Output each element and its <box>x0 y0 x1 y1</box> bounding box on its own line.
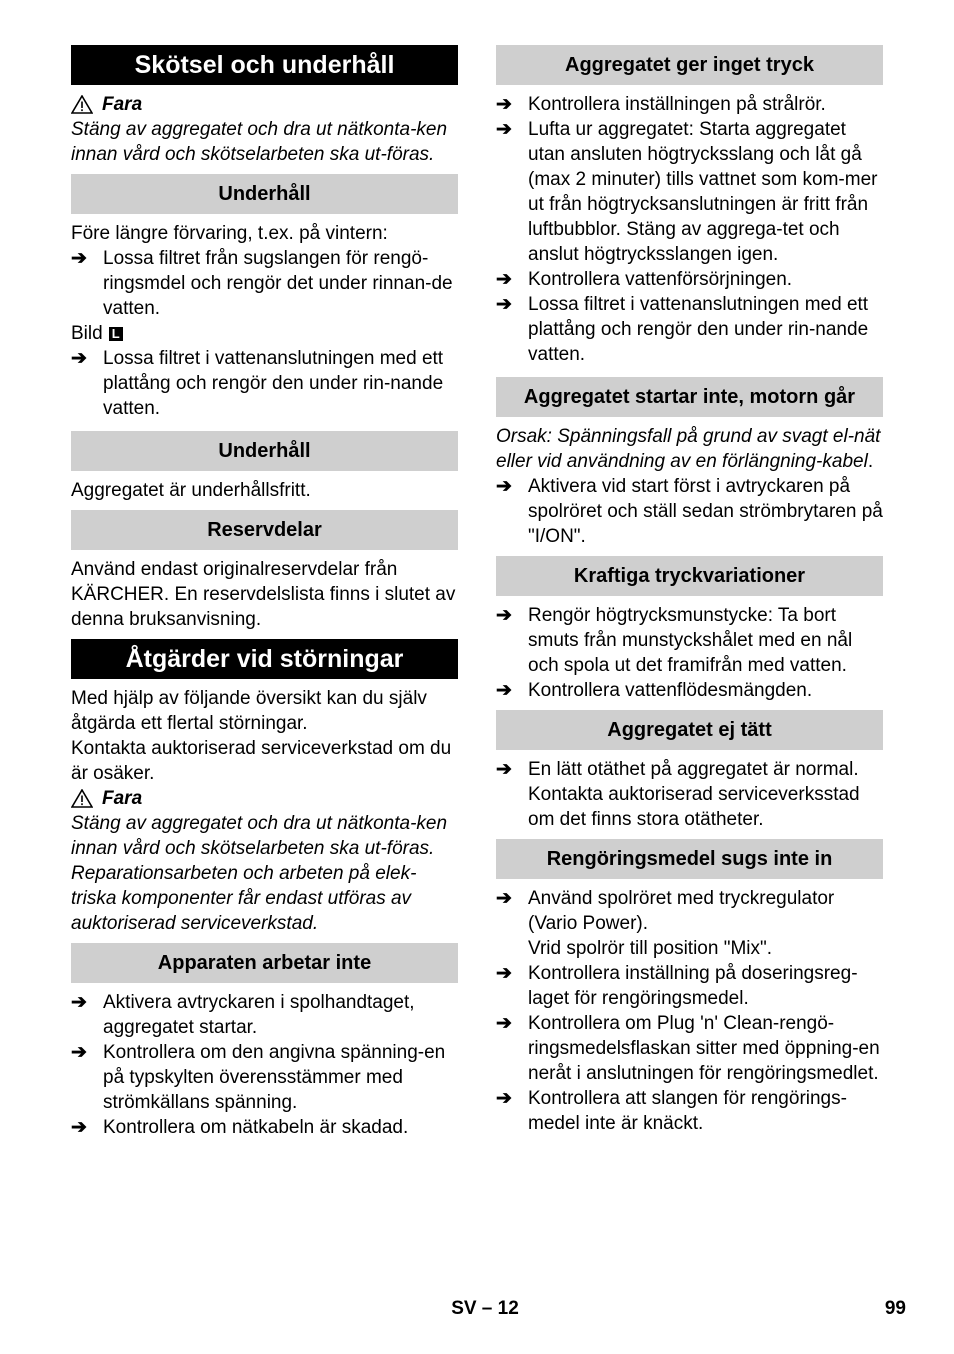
list-item: ➔ Använd spolröret med tryckregulator (Vario Power). Vrid spolrör till position "Mix". <box>496 888 835 959</box>
arrow-right-icon: ➔ <box>496 759 512 780</box>
figure-reference: Bild L <box>71 321 458 346</box>
paragraph: Aggregatet är underhållsfritt. <box>71 480 311 501</box>
subheading-ej-tatt: Aggregatet ej tätt <box>496 710 883 750</box>
page-number: 99 <box>884 1298 906 1319</box>
danger-label: Fara <box>102 94 143 115</box>
subheading-reservdelar: Reservdelar <box>71 510 458 550</box>
paragraph: Före längre förvaring, t.ex. på vintern: <box>71 223 388 244</box>
section-title-skotsel: Skötsel och underhåll <box>71 45 458 85</box>
arrow-right-icon: ➔ <box>496 680 512 701</box>
danger-text: Reparationsarbeten och arbeten på elek-triska komponenter får endast utföras av auktoriserad serviceverkstad. <box>71 863 417 934</box>
footer-section-label: SV – 12 <box>451 1298 519 1319</box>
arrow-right-icon: ➔ <box>496 1088 512 1109</box>
paragraph: Med hjälp av följande översikt kan du själv åtgärda ett flertal störningar. <box>71 688 427 734</box>
arrow-right-icon: ➔ <box>496 605 512 626</box>
arrow-right-icon: ➔ <box>71 992 87 1013</box>
list-item: ➔ Kontrollera om Plug 'n' Clean-rengö-ringsmedelsflaskan sitter med öppning-en neråt i anslutningen för rengöringsmedlet. <box>496 1013 880 1084</box>
subheading-underhall: Underhåll <box>71 174 458 214</box>
warning-triangle-icon <box>71 789 93 808</box>
danger-notice <box>71 786 458 811</box>
arrow-right-icon: ➔ <box>496 294 512 315</box>
list-item: ➔ Aktivera vid start först i avtryckaren på spolröret och ställ sedan strömbrytaren på "I/ON". <box>496 476 883 547</box>
list-item: ➔ En lätt otäthet på aggregatet är normal. Kontakta auktoriserad serviceverksstad om det finns stora otätheter. <box>496 759 860 830</box>
subheading-startar-inte: Aggregatet startar inte, motorn går <box>496 377 883 417</box>
list-item: ➔ Lossa filtret i vattenanslutningen med ett plattång och rengör den under rin-nande vatten. <box>71 348 444 419</box>
list-item: ➔ Kontrollera att slangen för rengörings-medel inte är knäckt. <box>496 1088 847 1134</box>
list-item: ➔ Kontrollera inställningen på strålrör. <box>496 94 826 115</box>
list-item: ➔ Kontrollera vattenflödesmängden. <box>496 680 813 701</box>
arrow-right-icon: ➔ <box>496 963 512 984</box>
section-title-atgarder: Åtgärder vid störningar <box>71 639 458 679</box>
arrow-right-icon: ➔ <box>71 248 87 269</box>
danger-notice <box>71 92 458 117</box>
list-item: ➔ Lufta ur aggregatet: Starta aggregatet utan ansluten högtrycksslang och låt gå (max 2 minuter) tills vattnet som kom-mer ut från högtrycksanslutningen är fritt från luftbubblor. Stäng av aggrega-tet och anslut högtrycksslangen igen. <box>496 119 878 265</box>
list-item: ➔ Rengör högtrycksmunstycke: Ta bort smuts från munstyckshålet med en nål och spola ut det framifrån med vatten. <box>496 605 853 676</box>
right-column <box>496 45 883 1136</box>
paragraph: Använd endast originalreservdelar från KÄRCHER. En reservdelslista finns i slutet av denna bruksanvisning. <box>71 559 456 630</box>
list-item: ➔ Lossa filtret i vattenanslutningen med ett plattång och rengör den under rin-nande vatten. <box>496 294 869 365</box>
list-item: ➔ Lossa filtret från sugslangen för rengö-ringsmdel och rengör det under rinnan-de vatten. <box>71 248 453 319</box>
subheading-rengoringsmedel: Rengöringsmedel sugs inte in <box>496 839 883 879</box>
subheading-underhall-2: Underhåll <box>71 431 458 471</box>
list-item: ➔ Kontrollera vattenförsörjningen. <box>496 269 793 290</box>
subheading-tryckvariationer: Kraftiga tryckvariationer <box>496 556 883 596</box>
arrow-right-icon: ➔ <box>71 1117 87 1138</box>
left-column <box>71 45 458 1140</box>
danger-label: Fara <box>102 788 143 809</box>
warning-triangle-icon <box>71 95 93 114</box>
arrow-right-icon: ➔ <box>71 348 87 369</box>
list-item: ➔ Aktivera avtryckaren i spolhandtaget, aggregatet startar. <box>71 992 415 1038</box>
arrow-right-icon: ➔ <box>496 1013 512 1034</box>
arrow-right-icon: ➔ <box>496 269 512 290</box>
list-item: ➔ Kontrollera om den angivna spänning-en på typskylten överensstämmer med strömkällans spänning. <box>71 1042 446 1113</box>
cause-text: Orsak: Spänningsfall på grund av svagt el-nät eller vid användning av en förlängning-kabel. <box>496 426 881 472</box>
subheading-apparaten: Apparaten arbetar inte <box>71 943 458 983</box>
arrow-right-icon: ➔ <box>496 888 512 909</box>
figure-label: L <box>109 327 123 341</box>
arrow-right-icon: ➔ <box>496 119 512 140</box>
arrow-right-icon: ➔ <box>496 476 512 497</box>
danger-text: Stäng av aggregatet och dra ut nätkonta-ken innan vård och skötselarbeten ska ut-föras. <box>71 813 448 859</box>
danger-text: Stäng av aggregatet och dra ut nätkonta-ken innan vård och skötselarbeten ska ut-föras. <box>71 119 448 165</box>
list-item: ➔ Kontrollera inställning på doseringsreg-laget för rengöringsmedel. <box>496 963 858 1009</box>
arrow-right-icon: ➔ <box>71 1042 87 1063</box>
list-item: ➔ Kontrollera om nätkabeln är skadad. <box>71 1117 409 1138</box>
arrow-right-icon: ➔ <box>496 94 512 115</box>
paragraph: Kontakta auktoriserad serviceverkstad om du är osäker. <box>71 738 452 784</box>
subheading-inget-tryck: Aggregatet ger inget tryck <box>496 45 883 85</box>
